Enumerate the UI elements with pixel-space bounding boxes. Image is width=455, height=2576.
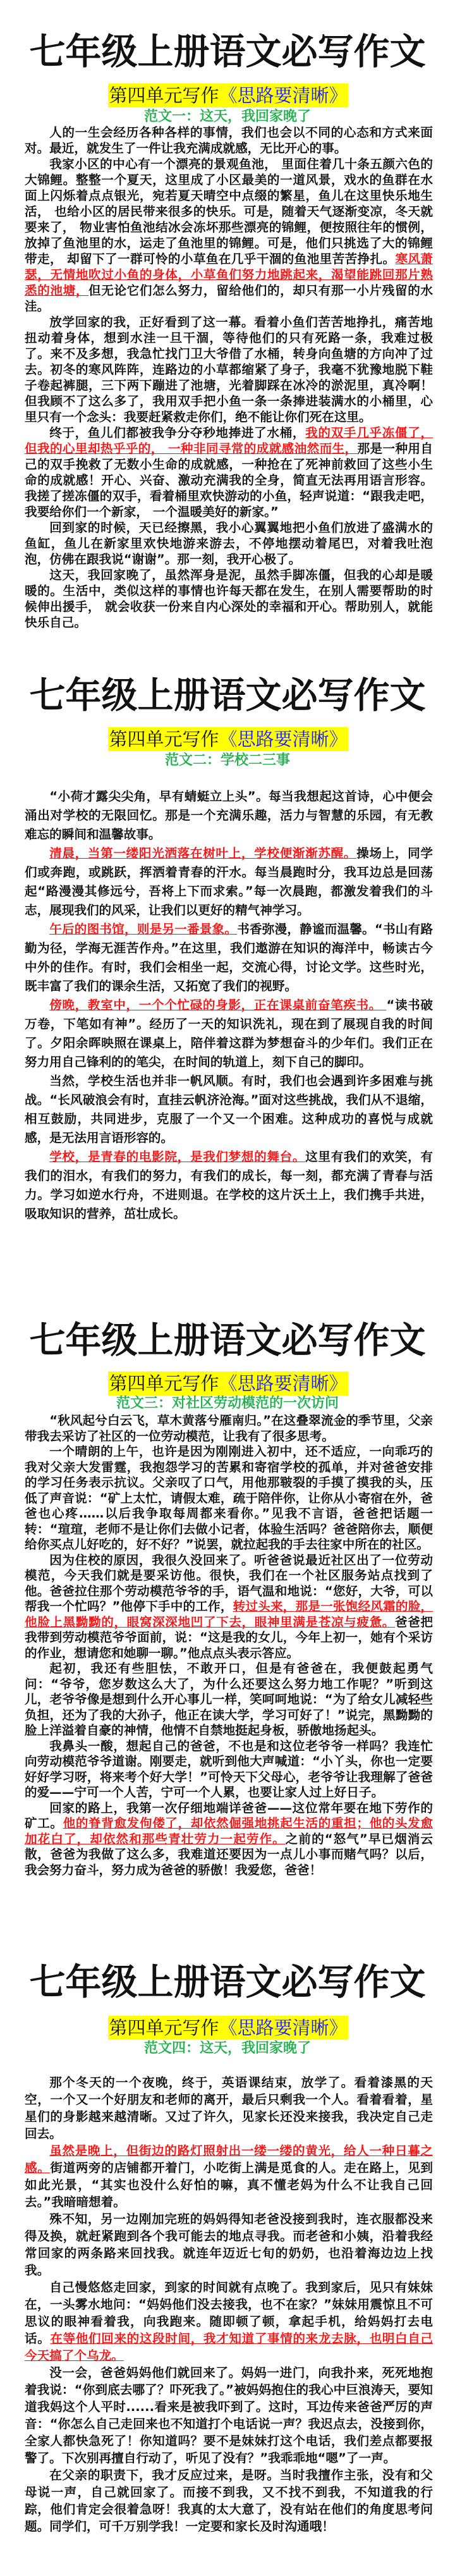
essay-body [25, 125, 433, 630]
unit-heading [108, 1371, 348, 1395]
unit-label: 第四单元写作 [109, 85, 219, 106]
paragraph [25, 1148, 433, 1224]
text-segment: 我家小区的中心有一个漂亮的景观鱼池， 里面住着几十条五颜六色的大锦鲤。整整一个夏天，这里成了小区最美的一道风景，戏水的鱼群在水面上闪烁着点点银光，宛若夏天晴空中点缀的繁星，鱼儿在这里快乐地生活， 也给小区的居民带来很多的快乐。可是，随着天气逐渐变凉，冬天就要来了， 物业害怕鱼池结冰会冻坏那些漂亮的锦鲤，便按照往年的惯例，放掉了鱼池里的水，运走了鱼池里的锦鲤。可是，他们只挑选了大的锦鲤带走， 却留下了一群可怜的小草鱼在几乎干涸的鱼池里苦苦挣扎。 [25, 157, 433, 266]
text-segment: 书香弥漫，静谧而温馨。“书山有路勤为径，学海无涯苦作舟。”在这里，我们遨游在知识的海洋中，畅读古今中外的佳作。有时，我们会相坐一起，交流心得，讨论文学。这些时光，既丰富了我们的课余生活，又拓宽了我们的视野。 [25, 922, 433, 993]
text-segment: 回到家的时候，天已经擦黑，我小心翼翼地把小鱼们放进了盛满水的鱼缸，鱼儿在新家里欢快地游来游去，不停地摆动着尾巴，对着我吐泡泡，仿佛在跟我说“谢谢”。那一刻，我开心极了。 [25, 520, 433, 567]
paragraph [25, 1072, 433, 1148]
highlighted-sentence: 清晨，当第一缕阳光洒落在树叶上，学校便渐渐苏醒。 [49, 846, 357, 861]
essay-subtitle: 范文四：这天，我回家晚了 [143, 2040, 311, 2056]
text-segment: “小荷才露尖尖角，早有蜻蜓立上头”。每当我想起这首诗，心中便会涌出对学校的无限回忆。那是一个充满乐趣，活力与智慧的乐园，有无教难忘的瞬间和温馨故事。 [25, 789, 433, 842]
paragraph [25, 125, 433, 156]
essay-subtitle: 范文二：学校二三事 [164, 752, 290, 768]
paragraph [25, 2211, 433, 2279]
highlighted-sentence: 寒风萧瑟，无情地吹过小鱼的身体，小草鱼们努力地跳起来，渴望能跳回那片熟悉的池塘， [25, 252, 433, 298]
paragraph [25, 2279, 433, 2364]
text-segment: 殊不知，另一边刚加完班的妈妈得知老爸没接到我时，连衣服都没来得及换，就赶紧跑到各个我可能去的地点寻我。而老爸和小姨，沿着我经常回家的两条路来回找我。就连年迈近七旬的奶奶，也沿着海边边上找我。 [25, 2212, 433, 2278]
paragraph [25, 2467, 433, 2535]
text-segment: 操场上，同学们或奔跑，或跳跃，挥洒着青春的汗水。每当晨跑时分，我耳边总是回荡起“路漫漫其修远兮，吾将上下而求索。”每一次晨跑，都激发着我们的斗志，展现我们的风采，让我们以更好的精气神学习。 [25, 846, 434, 917]
paragraph [25, 520, 433, 567]
text-segment: 当然，学校生活也并非一帆风顺。有时，我们也会遇到许多困难与挑战。“长风破浪会有时，直挂云帆济沧海。”面对这些挑战，我们从不退缩，相互鼓励，共同进步，克服了一个又一个困难。这种成功的喜悦与成就感，是无法用言语形容的。 [25, 1074, 433, 1145]
text-segment: 起初，我还有些胆怯，不敢开口，但是有爸爸在，我便鼓起勇气问：“爷爷，您岁数这么大了，为什么还要这么努力地工作呢？”听到这儿，老爷爷像是想到什么开心事儿一样，笑呵呵地说：“为了给女儿减轻些负担，还为了我的大孙子，他正在读大学，学习可好了！”说完，黑黝黝的脸上洋溢着自豪的神情，他情不自禁地挺起身板，骄傲地扬起头。 [25, 1661, 433, 1738]
text-segment: 那个冬天的一个夜晚，终于，英语课结束，放学了。看着漆黑的天空，一个又一个好朋友和老师的离开，最后只剩我一个人。看着看着，星星们的身影越来越清晰。又过了许久，见家长还没来接我，我决定自己走回去。 [25, 2075, 433, 2141]
text-segment: 在父亲的职责下，我才反应过来，是呀。当时我擅作主张，没有和父母说一声，自己就回家了。而接不到我，又不找不到我，不知道我的行踪，他们肯定会很着急呀！我真的太大意了，没有站在他们的角度思考问题。同学们，可千万别学我！一定要和家长及时沟通哦！ [25, 2468, 433, 2534]
paragraph [25, 1444, 433, 1553]
page-title: 七年级上册语文必写作文 [29, 674, 426, 716]
essay-body [25, 2074, 433, 2535]
paragraph [25, 2074, 433, 2142]
paragraph [25, 425, 433, 520]
topic-label: 《思路要清晰》 [219, 728, 348, 750]
text-segment: 因为住校的原因，我很久没回来了。听爸爸说最近社区出了一位劳动模范，今天我们就是要采访他。很快，我们在一个社区服务站点找到了他。爸爸拉住那个劳动模范爷爷的手，语气温和地说：“您好，大爷，可以帮我一个忙吗？”他停下手中的工作， [25, 1552, 433, 1614]
essay-body [25, 1413, 433, 1878]
highlighted-sentence: 虽然是晚上，但街边的路灯照射出一缕一缕的黄光，给人一种日暮之感。 [25, 2144, 433, 2175]
highlighted-sentence: 转过头来，那是一张饱经风霜的脸，他脸上黑黝黝的，眼窝深深地凹了下去，眼神里满是苍凉与疲惫。 [25, 1599, 433, 1629]
text-segment: 爸爸把我带到劳动模范爷爷面前，说：“这是我的女儿，今年上初一，她有个采访的作业，想请您和她聊一聊。”他点点头表示答应。 [25, 1614, 434, 1660]
text-segment: 但无论它们怎么努力，留给他们的，却只有那一小片残留的水洼。 [25, 283, 434, 314]
unit-label: 第四单元写作 [109, 1373, 219, 1394]
unit-label: 第四单元写作 [109, 2017, 219, 2039]
paragraph [25, 567, 433, 630]
paragraph [25, 2142, 433, 2211]
topic-label: 《思路要清晰》 [219, 85, 348, 106]
text-segment: 没一会，爸爸妈妈他们就回来了。妈妈一进门，向我扑来，死死地抱着我说：“你到底去哪了？吓死我了。”被妈妈抱住的我心中巨浪涛天，要知道我妈这个人平时......看来是被我吓到了。这时，耳边传来爸爸严厉的声音：“你怎么自己走回来也不知道打个电话说一声？我迟点去，没接到你，全家人都快急死了！你知道吗？要不是妹妹打这个电话，我们差点都要报警了。下次别再擅自行动了，听见了没有？”我乖乖地“嗯”了一声。 [25, 2365, 433, 2465]
highlighted-sentence: 午后的图书馆，则是另一番景象。 [49, 922, 238, 936]
paragraph [25, 844, 433, 920]
page-title: 七年级上册语文必写作文 [29, 1319, 426, 1361]
paragraph [25, 1801, 433, 1879]
page-title: 七年级上册语文必写作文 [29, 1961, 426, 2003]
text-segment: 人的一生会经历各种各样的事情，我们也会以不同的心态和方式来面对。最近，就发生了一件让我充满成就感，无比开心的事。 [25, 125, 433, 156]
text-segment: 之前的“怒气”早已烟消云散，爸爸为我做了这么多，我难道还要因为一点儿小事而赌气吗？以后，我会努力奋斗，努力成为爸爸的骄傲！我爱您，爸爸！ [25, 1831, 433, 1877]
text-segment: 一个晴朗的上午，也许是因为刚刚进入初中，还不适应，一向乖巧的我对父亲大发雷霆，我抱怨学习的苦累和寄宿学校的孤单，并对爸爸安排的学习任务表示抗议。父亲叹了口气，用他那皲裂的手摸了摸我的头，压低了声音说：“矿上太忙，请假太难，疏于陪伴你，让你从小寄宿在外，爸爸也心疼……以后我争取每周都来看你。”见我不言语，爸爸把话题一转：“瑄瑄，老师不是让你们去做小记者，体验生活吗？爸爸陪你去，顺便给你买点儿好吃的，好不好？”说罢，就拉起我的手去往家中所在的社区。 [25, 1444, 433, 1552]
essay-subtitle: 范文三：对社区劳动模范的一次访问 [116, 1395, 339, 1411]
paragraph [25, 156, 433, 314]
paragraph [25, 1739, 433, 1801]
paragraph [25, 1413, 433, 1444]
paragraph [25, 996, 433, 1072]
highlighted-sentence: 傍晚，教室中，一个个忙碌的身影，正在课桌前奋笔疾书。 [49, 998, 387, 1012]
unit-label: 第四单元写作 [109, 728, 219, 750]
text-segment: 放学回家的我，正好看到了这一幕。看着小鱼们苦苦地挣扎，痛苦地扭动着身体，想到水洼一旦干涸，等待他们的只有死路一条，我难过极了。来不及多想，我急忙找门卫大爷借了水桶，转身向鱼塘的方向冲了过去。初冬的寒风阵阵，连路边的小草都缩紧了身子，我毫不犹豫地脱下鞋子卷起裤腿，三下两下蹦进了池塘，光着脚踩在冰冷的淤泥里，真冷啊！但我顾不了这么多了，我用双手把小鱼一条一条捧进装满水的小桶里，心里只有一个念头：我要赶紧救走你们，绝不能让你们死在这里。 [25, 315, 433, 424]
topic-label: 《思路要清晰》 [219, 1373, 348, 1394]
text-segment: 自己慢悠悠走回家，到家的时间就有点晚了。我到家后，见只有妹妹在，一头雾水地问：“妈妈他们没去接我，也不在家？”妹妹用震惊且不可思议的眼神看着我，向我跑来。随即顿了顿，拿起手机，给妈妈打去电话。 [25, 2280, 433, 2346]
text-segment: 这里有我们的欢笑，有我们的泪水，有我们的努力，有我们的成长，每一刻，都充满了青春与活力。学习如逆水行舟，不进则退。在学校的这片沃土上，我们携手共进，吸取知识的营养，茁壮成长。 [25, 1150, 434, 1221]
unit-heading [108, 83, 348, 107]
paragraph [25, 787, 433, 844]
paragraph [25, 2364, 433, 2467]
paragraph [25, 314, 433, 425]
paragraph [25, 1661, 433, 1739]
text-segment: 终于，鱼儿们都被我争分夺秒地捧进了水桶， [49, 426, 306, 440]
paragraph [25, 1553, 433, 1662]
page-title: 七年级上册语文必写作文 [29, 30, 426, 73]
highlighted-sentence: 他的脊背愈发佝偻了，却依然倔强地挑起生活的重担；他的头发愈加花白了，却依然和那些青壮劳力一起劳作。 [25, 1816, 434, 1846]
unit-heading [108, 2016, 348, 2040]
text-segment: “秋风起兮白云飞，草木黄落兮雁南归。”在这叠翠流金的季节里，父亲带我去采访了社区的一位劳动模范，让我有了很多思考。 [25, 1413, 433, 1444]
topic-label: 《思路要清晰》 [219, 2017, 348, 2039]
unit-heading [108, 727, 348, 751]
essay-body [25, 787, 433, 1224]
paragraph [25, 920, 433, 996]
text-segment: 我鼻头一酸，想起自己的爸爸，不也是和这位老爷爷一样吗？我连忙向劳动模范爷爷道谢。刚要走，就听到他大声喊道：“小丫头，你也一定要好好学习呀，将来考个好大学！”可怜天下父母心，老爷爷让我理解了爸爸的爱——宁可一个人苦，宁可一个人累，也要让家人过上好日子。 [25, 1738, 433, 1800]
highlighted-sentence: 学校，是青春的电影院，是我们梦想的舞台。 [49, 1150, 306, 1164]
text-segment: 街道两旁的店铺都开着门，小吃街上满是觅食的人。走在路上，见到如此光景，“其实也没什么好怕的嘛，真不懂老妈为什么不让我自己回去。”我暗暗想着。 [25, 2161, 434, 2209]
text-segment: 回家的路上，我第一次仔细地端详爸爸——这位常年要在地下劳作的矿工。 [25, 1800, 433, 1831]
essay-subtitle: 范文一：这天，我回家晚了 [143, 109, 311, 125]
text-segment: 那是一种用自己的双手挽救了无数小生命的成就感，一种抢在了死神前救回了这些小生命的成就感！开心、兴奋、激动充满我的全身，简直无法再用语言形容。我搓了搓冻僵的双手，看着桶里欢快游动的小鱼，轻声说道：“跟我走吧，我要给你们一个新家， 一个温暖美好的新家。” [25, 441, 433, 519]
highlighted-sentence: 我的双手几乎冻僵了，但我的心里却热乎乎的， 一种非同寻常的成就感油然而生， [25, 426, 434, 456]
text-segment: 这天，我回家晚了，虽然浑身是泥，虽然手脚冻僵，但我的心却是暖暖的。生活中，类似这样的事情也许每天都在发生，在别人需要帮助的时候伸出援手， 就会收获一份来自内心深处的幸福和开心。帮助别人，就能快乐自己。 [25, 568, 433, 630]
highlighted-sentence: 在等他们回来的这段时间，我才知道了事情的来龙去脉，也明白自己今天搞了个乌龙。 [25, 2331, 434, 2363]
text-segment: “读书破万卷，下笔如有神”。经历了一天的知识洗礼，现在到了展现自我的时间了。夕阳余晖映照在课桌上，陪伴着这群为梦想奋斗的少年们。我们正在努力用自己锋利的的笔尖，在时间的轨道上，刻下自己的脚印。 [25, 998, 433, 1069]
